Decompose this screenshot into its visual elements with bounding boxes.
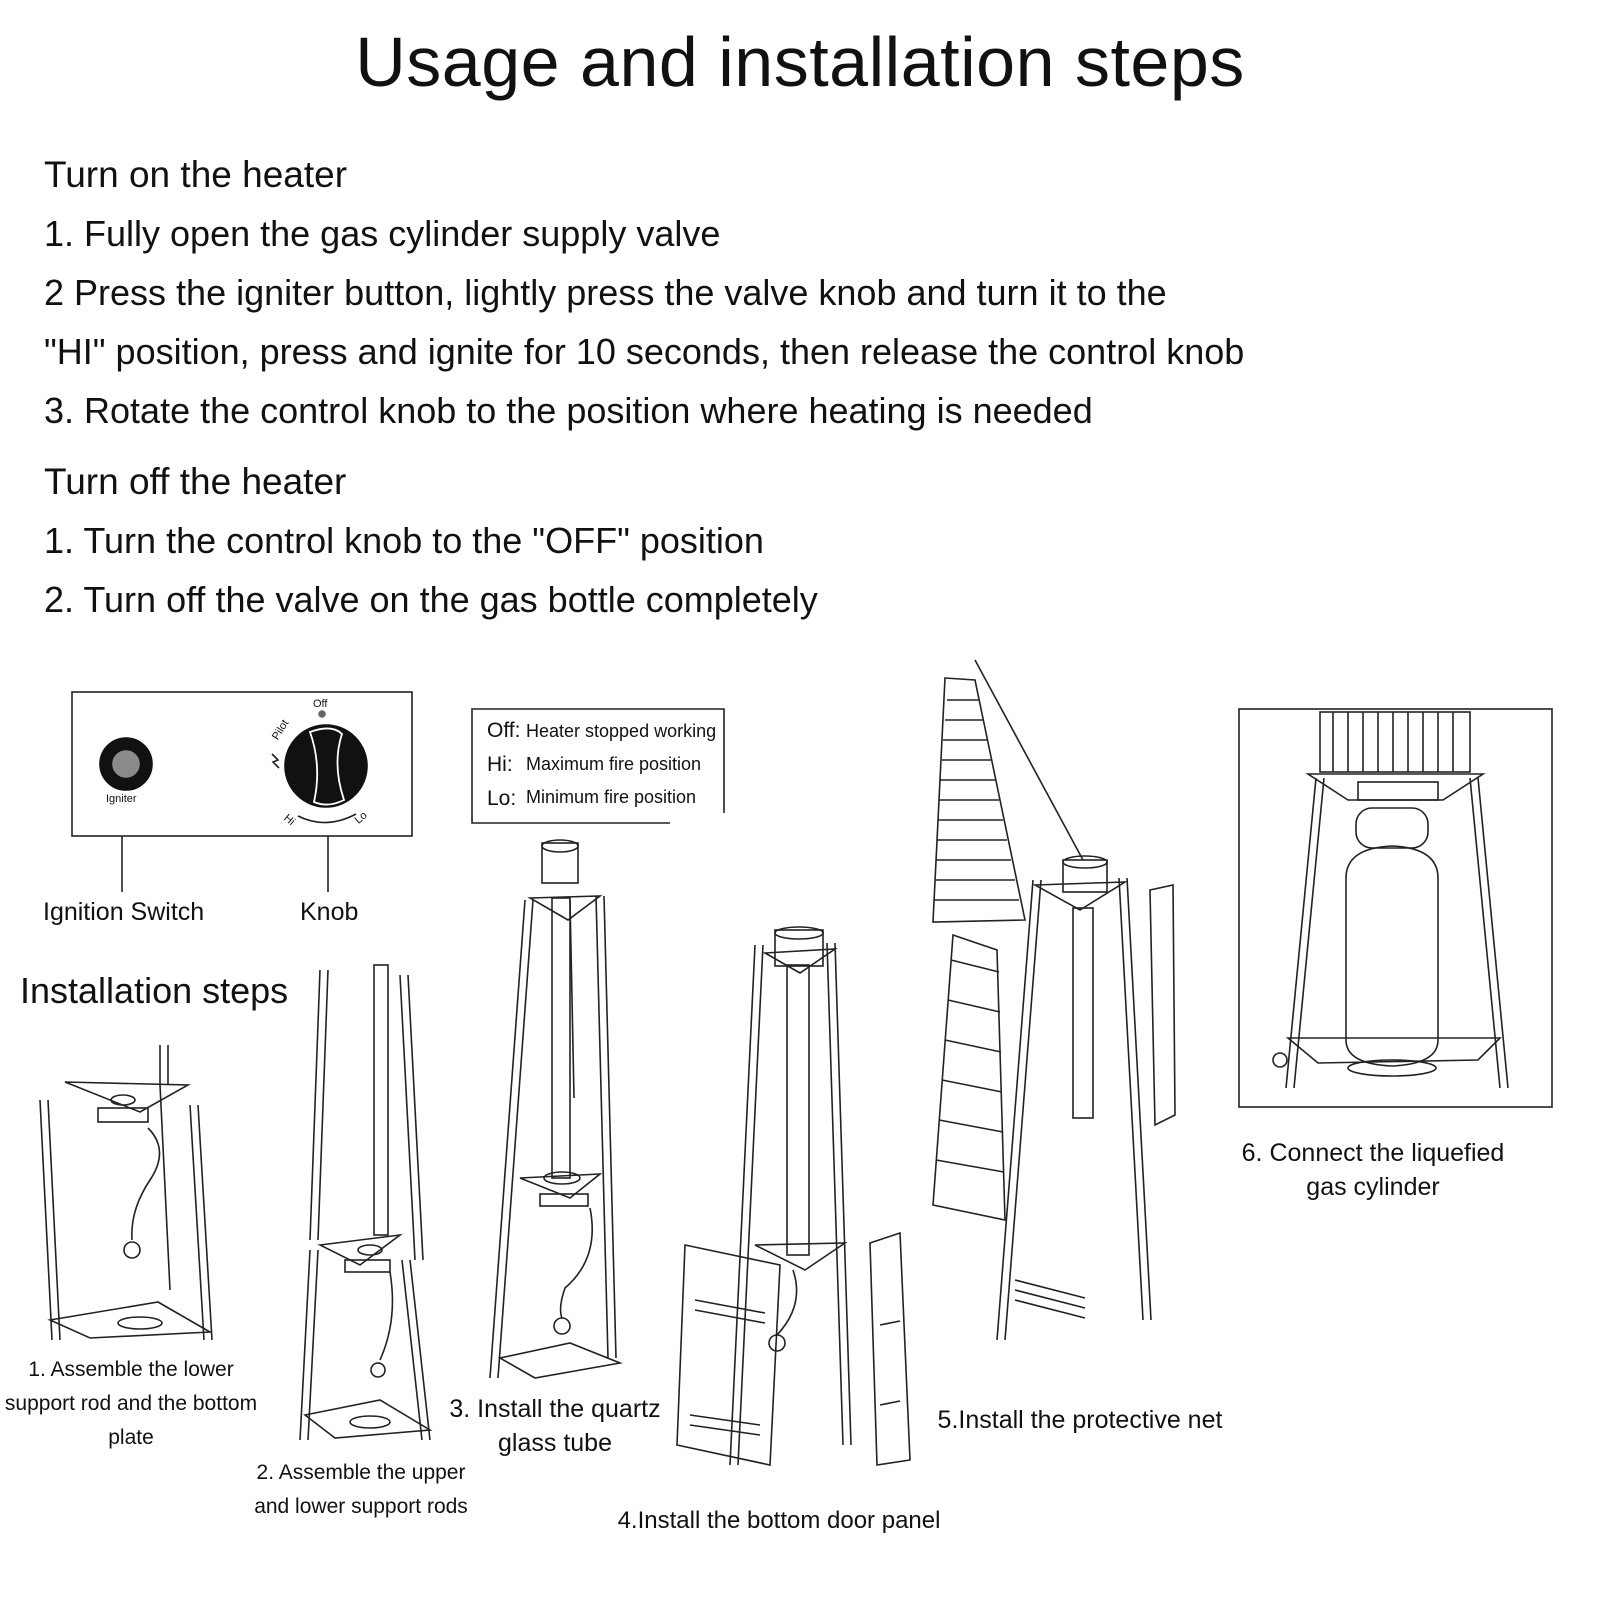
turn-on-step-2-cont: "HI" position, press and ignite for 10 seconds, then release the control knob xyxy=(44,331,1245,372)
turn-on-heading: Turn on the heater xyxy=(44,154,348,195)
knob-callout: Knob xyxy=(300,898,359,926)
turn-off-heading: Turn off the heater xyxy=(44,461,347,502)
step-1-illustration xyxy=(20,1040,240,1350)
step-6-illustration xyxy=(1238,708,1556,1110)
step-4-illustration xyxy=(655,925,925,1485)
legend-key-lo: Lo: xyxy=(487,787,517,810)
step-6-caption: 6. Connect the liquefied gas cylinder xyxy=(1241,1139,1505,1201)
step-1-caption: 1. Assemble the lower support rod and the bottom plate xyxy=(4,1358,258,1449)
turn-off-step-1: 1. Turn the control knob to the "OFF" position xyxy=(44,520,764,561)
step-2-caption: 2. Assemble the upper and lower support rods xyxy=(254,1461,468,1518)
legend-text-lo: Minimum fire position xyxy=(526,787,697,807)
ignition-switch-callout: Ignition Switch xyxy=(43,898,205,926)
turn-on-step-3: 3. Rotate the control knob to the position where heating is needed xyxy=(44,390,1093,431)
turn-on-step-1: 1. Fully open the gas cylinder supply valve xyxy=(44,213,721,254)
step-3-illustration xyxy=(480,838,640,1388)
igniter-label: Igniter xyxy=(106,793,137,805)
installation-heading: Installation steps xyxy=(20,970,289,1011)
page-title: Usage and installation steps xyxy=(355,23,1245,101)
knob-mark-hi: Hi xyxy=(281,812,298,828)
step-4-caption: 4.Install the bottom door panel xyxy=(617,1507,941,1534)
knob-mark-off: Off xyxy=(313,698,328,710)
turn-off-step-2: 2. Turn off the valve on the gas bottle completely xyxy=(44,579,818,620)
legend-key-hi: Hi: xyxy=(487,753,513,776)
legend-key-off: Off: xyxy=(487,719,521,742)
step-2-illustration xyxy=(290,960,450,1450)
turn-on-step-2: 2 Press the igniter button, lightly press the valve knob and turn it to the xyxy=(44,272,1167,313)
step-5-caption: 5.Install the protective net xyxy=(937,1406,1223,1434)
knob-mark-lo: Lo xyxy=(352,809,370,827)
legend-text-hi: Maximum fire position xyxy=(526,754,702,774)
legend-text-off: Heater stopped working xyxy=(526,721,717,741)
step-5-illustration xyxy=(905,660,1215,1390)
step-3-caption: 3. Install the quartz glass tube xyxy=(449,1395,661,1457)
knob-mark-pilot: Pilot xyxy=(269,717,292,743)
